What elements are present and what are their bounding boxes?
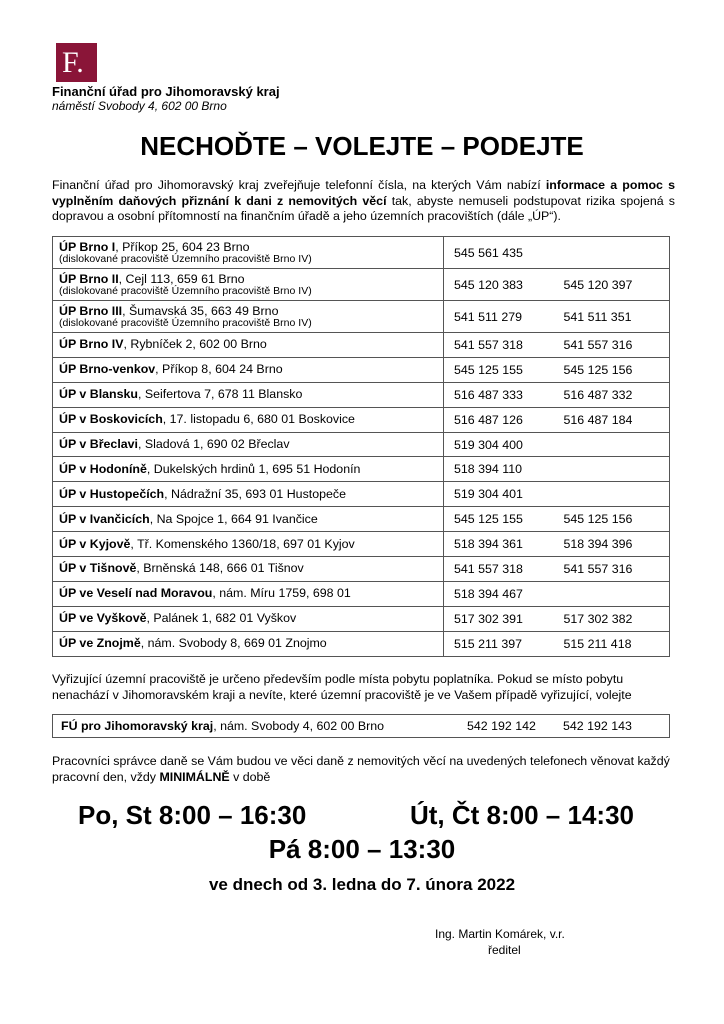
phone-number: 515 211 397 [444,631,558,656]
office-note: (dislokované pracoviště Územního pracoviště Brno IV) [59,284,312,297]
office-cell [53,301,444,333]
phone-number: 541 557 316 [558,557,670,582]
page-title: NECHOĎTE – VOLEJTE – PODEJTE [140,131,584,161]
phone-number: 541 511 279 [444,301,558,333]
phone-number: 519 304 401 [444,482,558,507]
phone-number: 516 487 126 [444,407,558,432]
office-name: ÚP Brno III, Šumavská 35, 663 49 Brno [59,303,279,318]
phone-number [558,482,670,507]
phone-number: 545 125 155 [444,507,558,532]
phone-number [558,581,670,606]
phone-number: 516 487 333 [444,382,558,407]
phone-number: 542 192 143 [563,719,632,733]
office-name: Finanční úřad pro Jihomoravský kraj [52,84,280,99]
phone-number: 541 557 318 [444,557,558,582]
office-name: ÚP Brno I, Příkop 25, 604 23 Brno [59,239,250,254]
phone-number: 516 487 332 [558,382,670,407]
office-address: náměstí Svobody 4, 602 00 Brno [52,99,227,113]
table-row [53,606,670,631]
office-cell [53,507,444,532]
signature-name: Ing. Martin Komárek, v.r. [435,927,565,941]
phone-number: 545 125 155 [444,357,558,382]
office-name: ÚP v Tišnově, Brněnská 148, 666 01 Tišnov [59,561,304,576]
office-cell [53,457,444,482]
phone-number: 545 125 156 [558,357,670,382]
table-row [53,581,670,606]
office-cell [53,557,444,582]
table-row [53,631,670,656]
table-row [53,432,670,457]
office-logo: F. [56,43,97,82]
table-row [53,457,670,482]
office-name: ÚP v Boskovicích, 17. listopadu 6, 680 01 Boskovice [59,412,355,427]
office-note: (dislokované pracoviště Územního pracoviště Brno IV) [59,316,312,329]
phone-number: 518 394 361 [444,532,558,557]
hours-fri: Pá 8:00 – 13:30 [268,834,456,864]
table-row [53,557,670,582]
table-row [53,301,670,333]
instructions-paragraph: Vyřizující územní pracoviště je určeno především podle místa pobytu poplatníka. Pokud se místo pobytu nenachází v Jihomoravském kraji a nevíte, které územní pracoviště je ve Vašem případě vyřizující, volejte [52,672,632,702]
office-name: ÚP Brno II, Cejl 113, 659 61 Brno [59,271,245,286]
phone-number: 541 557 316 [558,333,670,358]
phone-number: 517 302 391 [444,606,558,631]
office-cell [53,482,444,507]
intro-paragraph: Finanční úřad pro Jihomoravský kraj zveřejňuje telefonní čísla, na kterých Vám nabízí informace a pomoc s vyplněním daňových přiznání k dani z nemovitých věcí tak, abyste nemuseli podstupovat rizika spojená s dopravou a osobní přítomností na finančním úřadě a jeho územních pracovištích (dále „ÚP“). [52,178,675,223]
office-cell [53,606,444,631]
office-note: (dislokované pracoviště Územního pracoviště Brno IV) [59,252,312,265]
fu-contact-box [52,714,670,738]
phone-number: 545 125 156 [558,507,670,532]
table-row [53,507,670,532]
offices-table [52,236,670,657]
office-cell [53,237,444,269]
table-row [53,269,670,301]
table-row [53,532,670,557]
availability-paragraph: Pracovníci správce daně se Vám budou ve věci daně z nemovitých věcí na uvedených telefonech věnovat každý pracovní den, vždy MINIMÁLNĚ v době [52,754,670,784]
office-name: ÚP v Blansku, Seifertova 7, 678 11 Blansko [59,387,303,402]
office-name: ÚP ve Veselí nad Moravou, nám. Míru 1759, 698 01 [59,586,351,601]
phone-number: 515 211 418 [558,631,670,656]
phone-number: 545 561 435 [444,237,558,269]
table-row [53,407,670,432]
office-name: ÚP Brno IV, Rybníček 2, 602 00 Brno [59,337,267,352]
office-cell [53,581,444,606]
hours-tue-thu: Út, Čt 8:00 – 14:30 [410,800,634,830]
phone-number: 519 304 400 [444,432,558,457]
phone-number: 518 394 110 [444,457,558,482]
phone-number: 545 120 383 [444,269,558,301]
signature-role: ředitel [488,943,521,957]
table-row [53,357,670,382]
office-cell [53,432,444,457]
phone-number: 516 487 184 [558,407,670,432]
office-cell [53,631,444,656]
table-row [53,482,670,507]
office-name: ÚP Brno-venkov, Příkop 8, 604 24 Brno [59,362,283,377]
table-row [53,333,670,358]
office-cell [53,357,444,382]
office-name: ÚP v Ivančicích, Na Spojce 1, 664 91 Ivančice [59,511,318,526]
phone-number: 545 120 397 [558,269,670,301]
table-row [53,237,670,269]
office-name: ÚP v Hustopečích, Nádražní 35, 693 01 Hustopeče [59,486,346,501]
phone-number [558,237,670,269]
office-cell [53,269,444,301]
office-name: ÚP v Břeclavi, Sladová 1, 690 02 Břeclav [59,437,290,451]
phone-number [558,457,670,482]
hours-mon-wed: Po, St 8:00 – 16:30 [78,800,307,830]
phone-number: 518 394 467 [444,581,558,606]
office-name: ÚP v Hodoníně, Dukelských hrdinů 1, 695 51 Hodonín [59,461,361,476]
office-cell [53,407,444,432]
office-name: ÚP ve Vyškově, Palánek 1, 682 01 Vyškov [59,611,297,626]
office-cell [53,333,444,358]
phone-number: 517 302 382 [558,606,670,631]
fu-name: FÚ pro Jihomoravský kraj, nám. Svobody 4, 602 00 Brno [61,719,385,733]
phone-number [558,432,670,457]
office-cell [53,532,444,557]
phone-number: 541 511 351 [558,301,670,333]
office-name: ÚP v Kyjově, Tř. Komenského 1360/18, 697 01 Kyjov [59,536,355,551]
office-name: ÚP ve Znojmě, nám. Svobody 8, 669 01 Znojmo [59,636,327,651]
phone-number: 541 557 318 [444,333,558,358]
office-cell [53,382,444,407]
date-range: ve dnech od 3. ledna do 7. února 2022 [208,875,516,894]
table-row [53,382,670,407]
phone-number: 518 394 396 [558,532,670,557]
phone-number: 542 192 142 [467,719,536,733]
